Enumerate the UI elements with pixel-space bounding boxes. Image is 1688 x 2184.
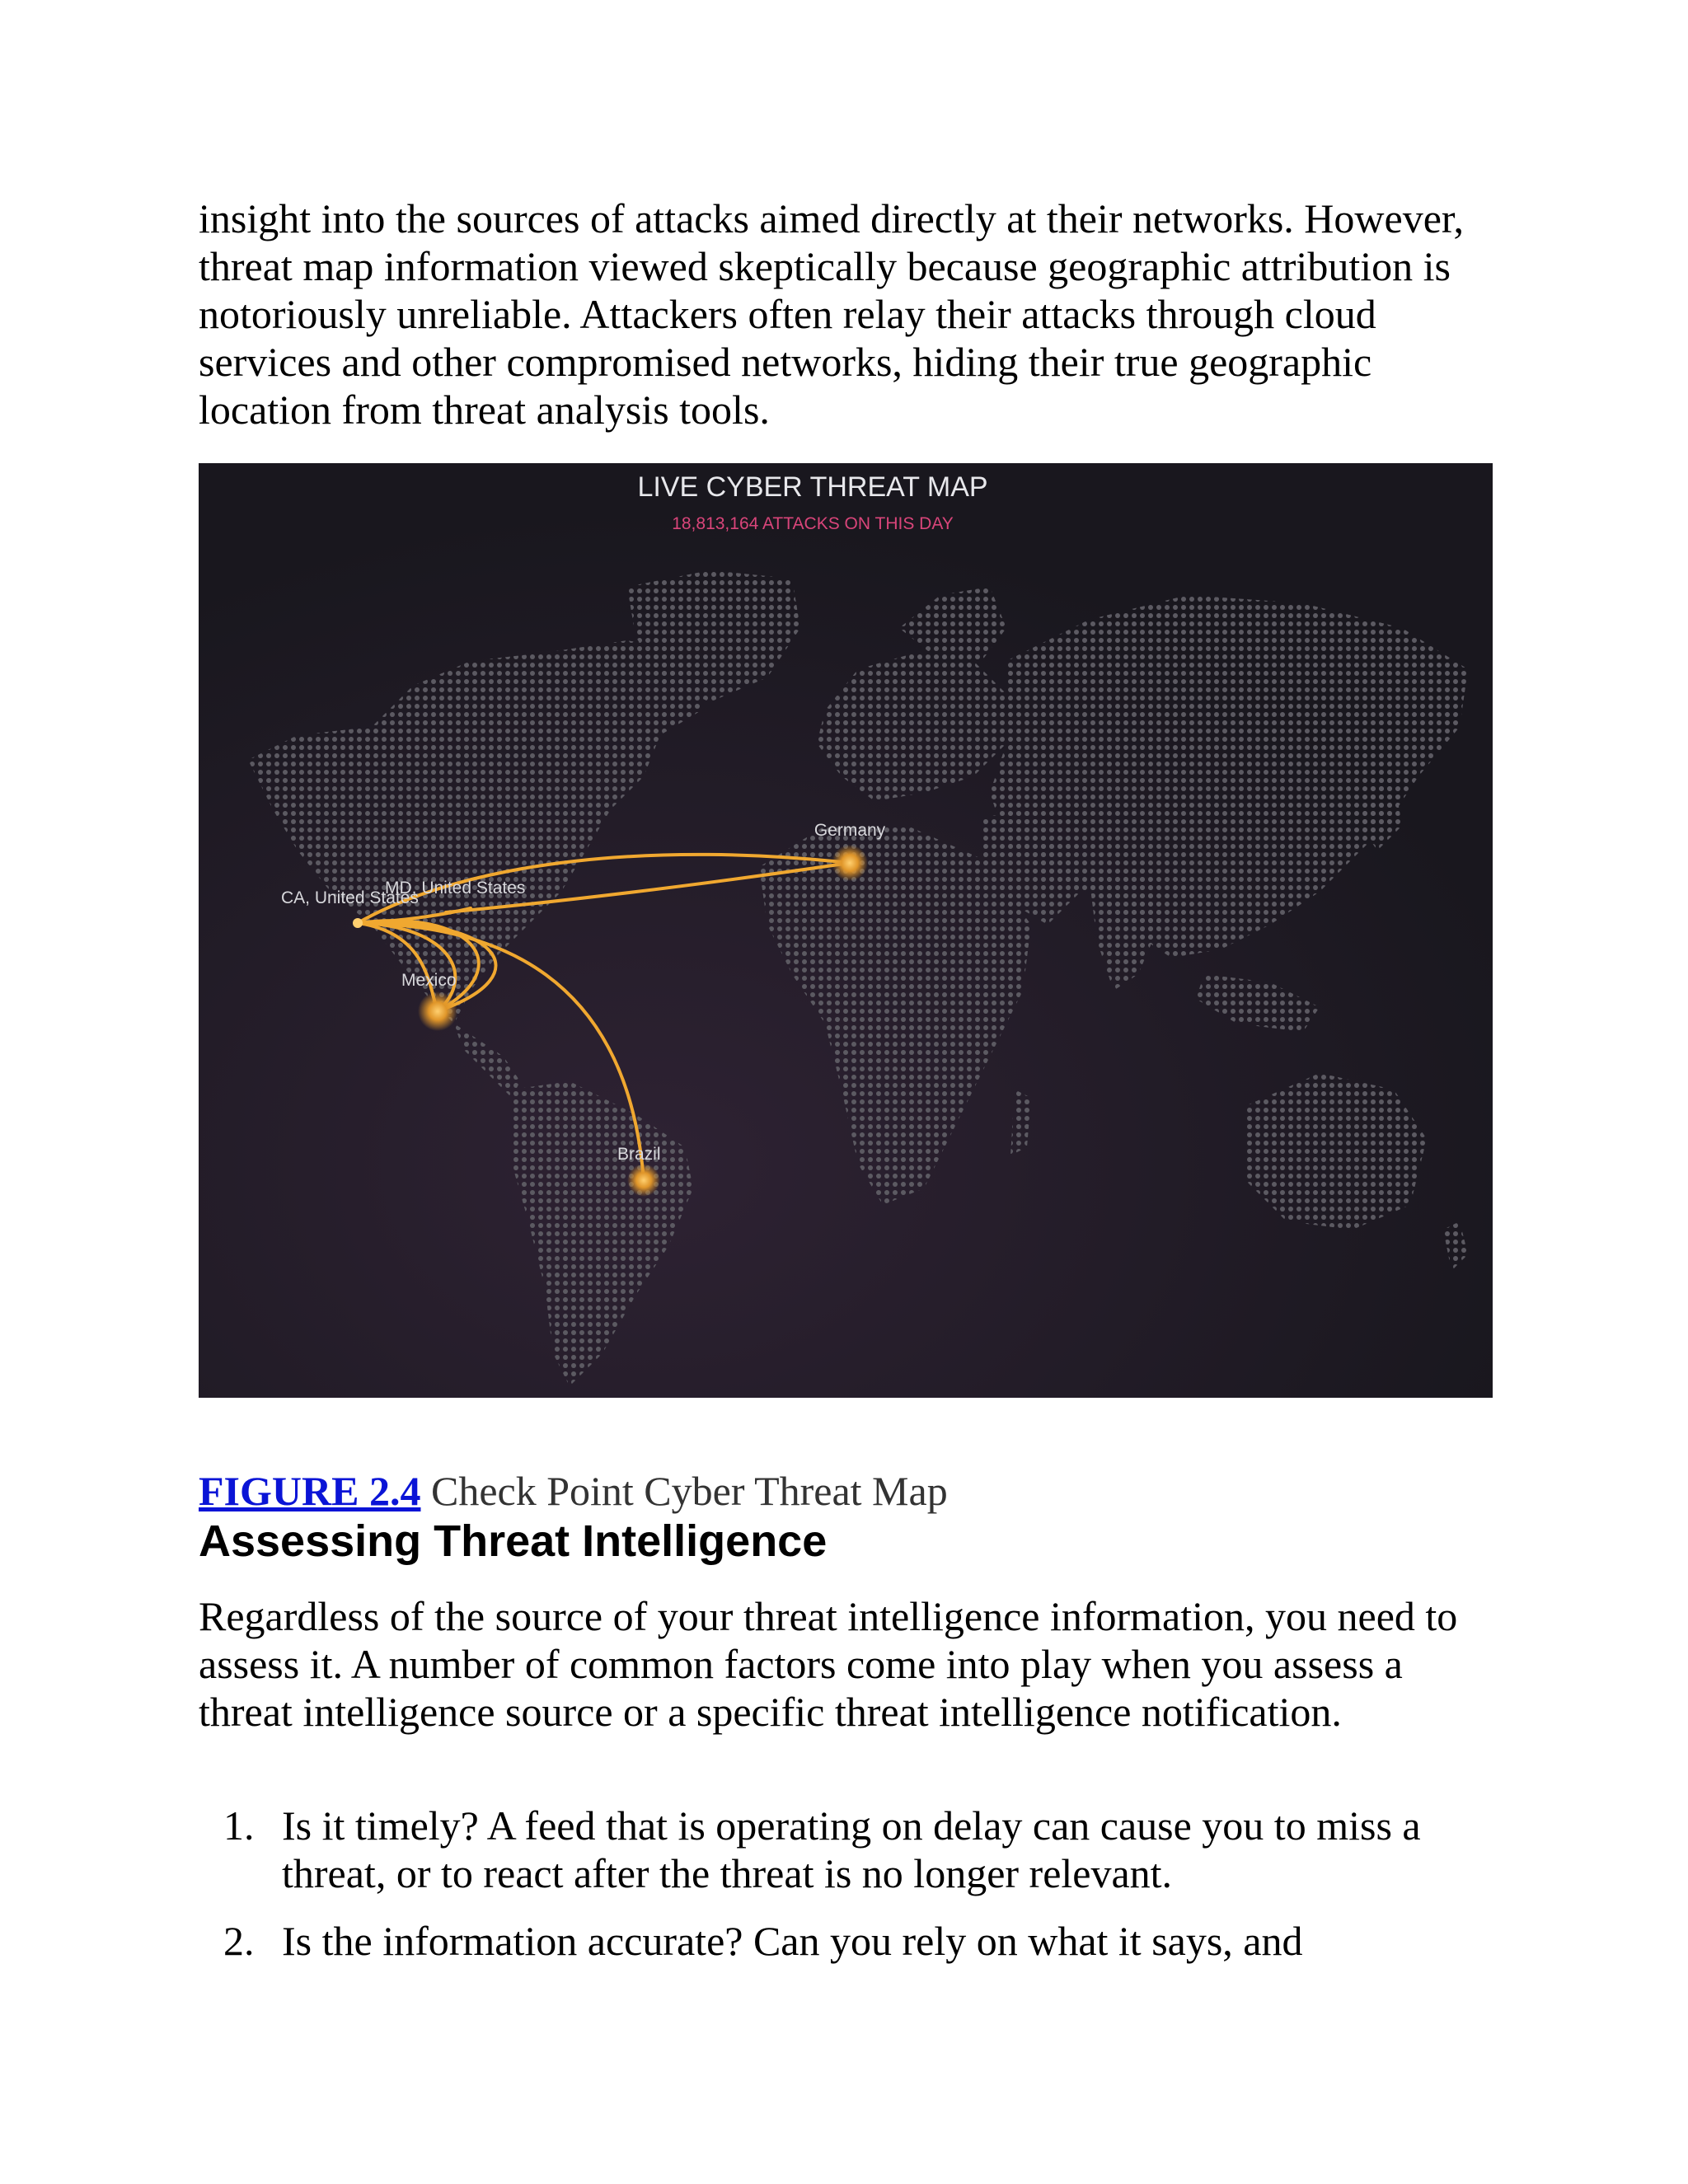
list-item	[199, 1917, 1493, 1965]
intro-paragraph: insight into the sources of attacks aimed directly at their networks. However, threat map information viewed skeptically because geographic attribution is notoriously unreliable. Attackers often relay their attacks through cloud services and other compromised networks, hiding their true geographic location from threat analysis tools.	[199, 195, 1465, 433]
list-item-number: 1.	[223, 1802, 255, 1849]
figure-caption-text: Check Point Cyber Threat Map	[420, 1468, 948, 1514]
list-item-number: 2.	[223, 1918, 255, 1964]
label-md-us: MD, United States	[385, 879, 526, 898]
map-title: LIVE CYBER THREAT MAP	[637, 471, 988, 503]
assess-paragraph: Regardless of the source of your threat intelligence information, you need to assess it. A number of common factors come into play when you assess a threat intelligence source or a specific threat intelligence notification.	[199, 1593, 1458, 1735]
label-germany: Germany	[814, 821, 886, 840]
assessment-list	[199, 1802, 1493, 1985]
label-brazil: Brazil	[617, 1145, 661, 1164]
figure-link[interactable]: FIGURE 2.4	[199, 1468, 421, 1514]
node-germany	[832, 845, 868, 881]
list-item	[199, 1802, 1493, 1897]
label-mexico: Mexico	[401, 971, 457, 990]
map-subtitle: 18,813,164 ATTACKS ON THIS DAY	[672, 514, 954, 533]
threat-map-image	[199, 463, 1493, 1398]
label-ca-us: CA, United States	[281, 888, 419, 907]
section-heading: Assessing Threat Intelligence	[199, 1516, 828, 1566]
node-brazil	[627, 1164, 660, 1197]
figure-caption	[199, 1467, 1493, 1515]
threat-map-figure	[199, 463, 1493, 1398]
list-item-text: Is it timely? A feed that is operating on delay can cause you to miss a threat, or to react after the threat is no longer relevant.	[282, 1802, 1421, 1896]
node-mexico	[418, 991, 457, 1031]
list-item-text: Is the information accurate? Can you rely on what it says, and	[282, 1918, 1303, 1964]
node-ca-us	[353, 918, 363, 928]
